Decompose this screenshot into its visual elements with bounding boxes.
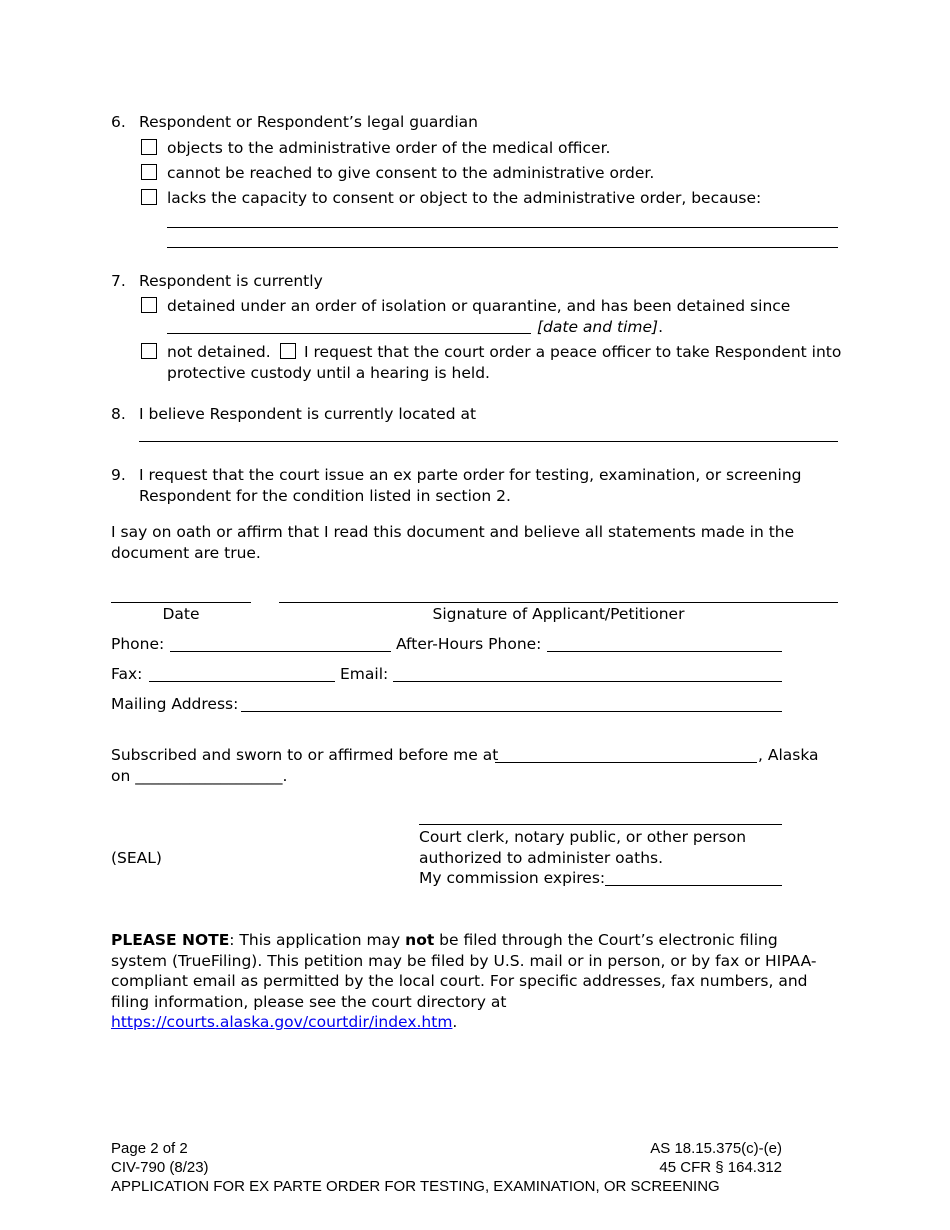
protective-custody-label-2: protective custody until a hearing is held. [167, 364, 490, 382]
section-7-number: 7. [111, 272, 126, 290]
after-hours-field[interactable] [547, 651, 782, 652]
after-hours-label: After-Hours Phone: [396, 635, 542, 653]
oath-line-1: I say on oath or affirm that I read this document and believe all statements made in the [111, 523, 795, 541]
fax-label: Fax: [111, 665, 143, 683]
footer-form-number: CIV-790 (8/23) [111, 1159, 209, 1176]
detained-label: detained under an order of isolation or quarantine, and has been detained since [167, 297, 791, 315]
phone-field[interactable] [170, 651, 391, 652]
footer-statute-2: 45 CFR § 164.312 [659, 1159, 782, 1176]
mailing-address-field[interactable] [241, 711, 782, 712]
sworn-text: Subscribed and sworn to or affirmed before me at [111, 746, 499, 764]
signature-label: Signature of Applicant/Petitioner [432, 605, 685, 623]
objects-checkbox[interactable] [141, 139, 157, 155]
sworn-location-field[interactable] [495, 762, 757, 763]
detained-date-line[interactable] [167, 333, 531, 334]
section-9-line-2: Respondent for the condition listed in section 2. [139, 487, 511, 505]
please-note-paragraph [111, 930, 838, 1033]
not-detained-checkbox[interactable] [141, 343, 157, 359]
section-9-line-1: I request that the court issue an ex parte order for testing, examination, or screening [139, 466, 802, 484]
section-8-text: I believe Respondent is currently located at [139, 405, 477, 423]
notary-line-1: Court clerk, notary public, or other person [419, 828, 747, 846]
date-time-hint: [date and time] [537, 318, 659, 336]
section-6-heading: Respondent or Respondent’s legal guardian [139, 113, 478, 131]
section-9-number: 9. [111, 466, 126, 484]
date-hint-period: . [658, 318, 664, 336]
court-directory-link[interactable]: https://courts.alaska.gov/courtdir/index.htm [111, 1013, 453, 1031]
section-6-number: 6. [111, 113, 126, 131]
footer-page: Page 2 of 2 [111, 1140, 188, 1157]
note-end: . [452, 1013, 458, 1031]
signature-line[interactable] [279, 602, 838, 603]
notary-signature-line[interactable] [419, 824, 782, 825]
alaska-label: , Alaska [758, 746, 819, 764]
lacks-capacity-label: lacks the capacity to consent or object to the administrative order, because: [167, 189, 762, 207]
protective-custody-label: I request that the court order a peace officer to take Respondent into [304, 343, 842, 361]
cannot-reach-label: cannot be reached to give consent to the administrative order. [167, 164, 655, 182]
email-field[interactable] [393, 681, 782, 682]
please-note-label: PLEASE NOTE [111, 931, 230, 949]
seal-label: (SEAL) [111, 849, 162, 867]
oath-line-2: document are true. [111, 544, 261, 562]
section-7-heading: Respondent is currently [139, 272, 323, 290]
reason-line-1[interactable] [167, 227, 838, 228]
section-8-number: 8. [111, 405, 126, 423]
lacks-capacity-checkbox[interactable] [141, 189, 157, 205]
cannot-reach-checkbox[interactable] [141, 164, 157, 180]
not-detained-label: not detained. [167, 343, 271, 361]
objects-label: objects to the administrative order of the medical officer. [167, 139, 611, 157]
mailing-address-label: Mailing Address: [111, 695, 239, 713]
date-line[interactable] [111, 602, 251, 603]
note-text-2: be filed through the Court’s electronic filing system (TrueFiling). This petition may be filed by U.S. mail or in person, or by fax or HIPAA-compliant email as permitted by the local court. For specific addresses, fax numbers, and filing information, please see the court directory at [111, 931, 817, 1011]
footer-statute-1: AS 18.15.375(c)-(e) [650, 1140, 782, 1157]
fax-field[interactable] [149, 681, 335, 682]
commission-label: My commission expires: [419, 869, 606, 887]
protective-custody-checkbox[interactable] [280, 343, 296, 359]
location-line[interactable] [139, 441, 838, 442]
phone-label: Phone: [111, 635, 165, 653]
notary-line-2: authorized to administer oaths. [419, 849, 664, 867]
date-label: Date [162, 605, 200, 623]
commission-field[interactable] [605, 885, 782, 886]
footer-title: APPLICATION FOR EX PARTE ORDER FOR TESTING, EXAMINATION, OR SCREENING [111, 1178, 720, 1195]
reason-line-2[interactable] [167, 247, 838, 248]
note-not: not [405, 931, 435, 949]
detained-checkbox[interactable] [141, 297, 157, 313]
email-label: Email: [340, 665, 389, 683]
sworn-on-date: on ___________________. [111, 767, 288, 785]
note-text-1: : This application may [229, 931, 406, 949]
